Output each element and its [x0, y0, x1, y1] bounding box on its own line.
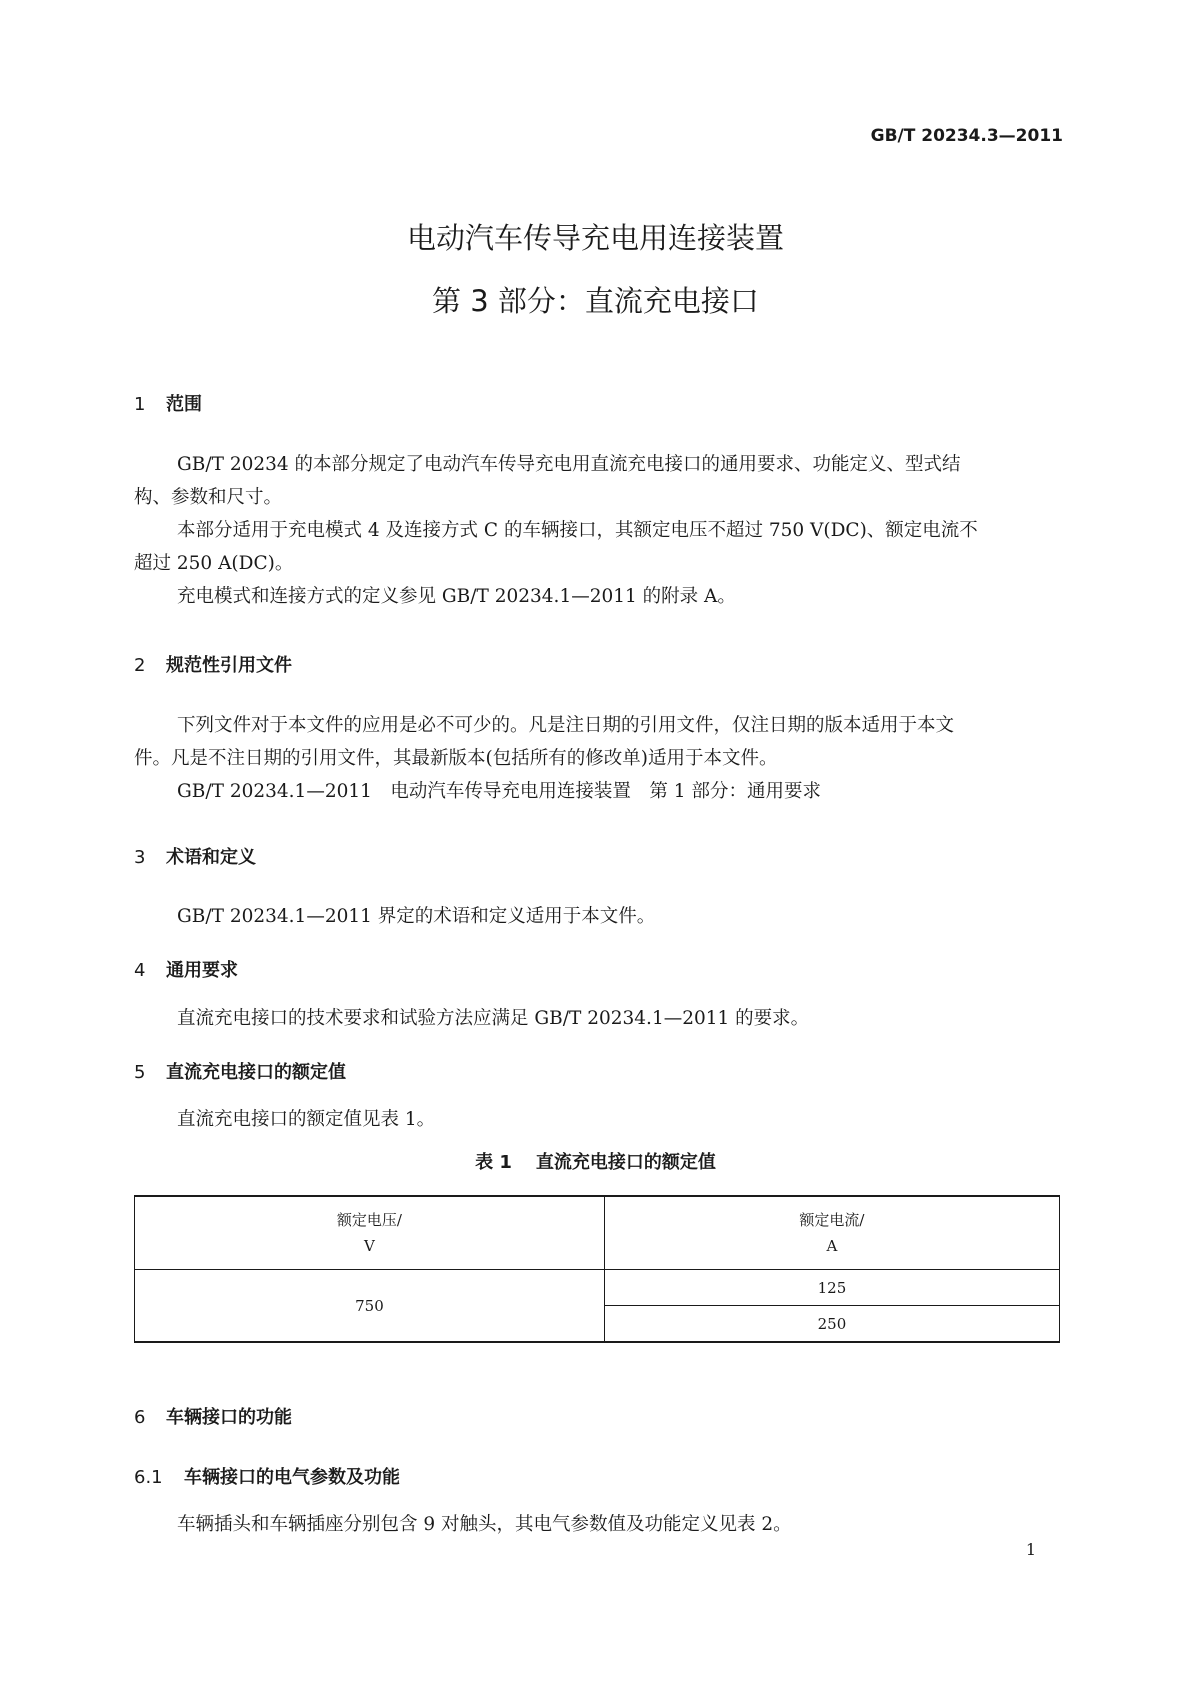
paragraph: GB/T 20234.1—2011 界定的术语和定义适用于本文件。 [177, 906, 656, 927]
document-title: 电动汽车传导充电用连接装置 [406, 221, 784, 255]
voltage-header-cell [135, 1196, 605, 1270]
paragraph: 本部分适用于充电模式 4 及连接方式 C 的车辆接口，其额定电压不超过 750 V(DC)、额定电流不 [177, 520, 978, 541]
section-4-heading [134, 956, 238, 982]
section-number: 6 [134, 1407, 146, 1428]
current-value: 250 [604, 1306, 1059, 1343]
standard-code: GB/T 20234.3—2011 [870, 126, 1063, 146]
paragraph: 直流充电接口的额定值见表 1。 [177, 1109, 436, 1130]
paragraph: 下列文件对于本文件的应用是必不可少的。凡是注日期的引用文件，仅注日期的版本适用于本文 [177, 715, 955, 736]
section-title: 车辆接口的功能 [166, 1407, 292, 1428]
paragraph: 构、参数和尺寸。 [134, 487, 283, 508]
voltage-value: 750 [135, 1270, 605, 1343]
section-title: 直流充电接口的额定值 [166, 1062, 346, 1083]
rated-values-table [134, 1195, 1060, 1343]
section-number: 1 [134, 394, 146, 415]
table-caption [0, 1148, 1191, 1174]
subsection-6-1-heading [134, 1463, 400, 1489]
section-title: 范围 [166, 394, 202, 415]
section-number: 2 [134, 655, 146, 676]
normative-reference: GB/T 20234.1—2011 电动汽车传导充电用连接装置 第 1 部分：通用要求 [177, 781, 821, 802]
current-header-cell [604, 1196, 1059, 1270]
voltage-unit: V [364, 1237, 375, 1255]
section-title: 规范性引用文件 [166, 655, 292, 676]
voltage-header: 额定电压/ [336, 1211, 402, 1229]
section-2-heading [134, 651, 292, 677]
table-title: 直流充电接口的额定值 [535, 1152, 716, 1173]
current-header: 额定电流/ [799, 1211, 865, 1229]
paragraph: 直流充电接口的技术要求和试验方法应满足 GB/T 20234.1—2011 的要求。 [177, 1008, 810, 1029]
table-row [135, 1270, 1060, 1306]
section-1-heading [134, 390, 202, 416]
document-subtitle: 第 3 部分：直流充电接口 [432, 284, 759, 318]
paragraph: GB/T 20234 的本部分规定了电动汽车传导充电用直流充电接口的通用要求、功能定义、型式结 [177, 454, 961, 475]
paragraph: 充电模式和连接方式的定义参见 GB/T 20234.1—2011 的附录 A。 [177, 586, 736, 607]
current-unit: A [826, 1237, 838, 1255]
subsection-title: 车辆接口的电气参数及功能 [184, 1467, 400, 1488]
section-6-heading [134, 1403, 292, 1429]
paragraph: 超过 250 A(DC)。 [134, 553, 294, 574]
current-value: 125 [604, 1270, 1059, 1306]
subsection-number: 6.1 [134, 1467, 163, 1488]
section-3-heading [134, 843, 256, 869]
paragraph: 车辆插头和车辆插座分别包含 9 对触头，其电气参数值及功能定义见表 2。 [177, 1514, 792, 1535]
table-label: 表 1 [475, 1152, 512, 1173]
table-header-row [135, 1196, 1060, 1270]
paragraph: 件。凡是不注日期的引用文件，其最新版本(包括所有的修改单)适用于本文件。 [134, 748, 778, 769]
section-title: 术语和定义 [166, 847, 256, 868]
page-number: 1 [1025, 1540, 1036, 1559]
section-5-heading [134, 1058, 346, 1084]
section-number: 4 [134, 960, 146, 981]
section-number: 3 [134, 847, 146, 868]
section-title: 通用要求 [166, 960, 238, 981]
section-number: 5 [134, 1062, 146, 1083]
